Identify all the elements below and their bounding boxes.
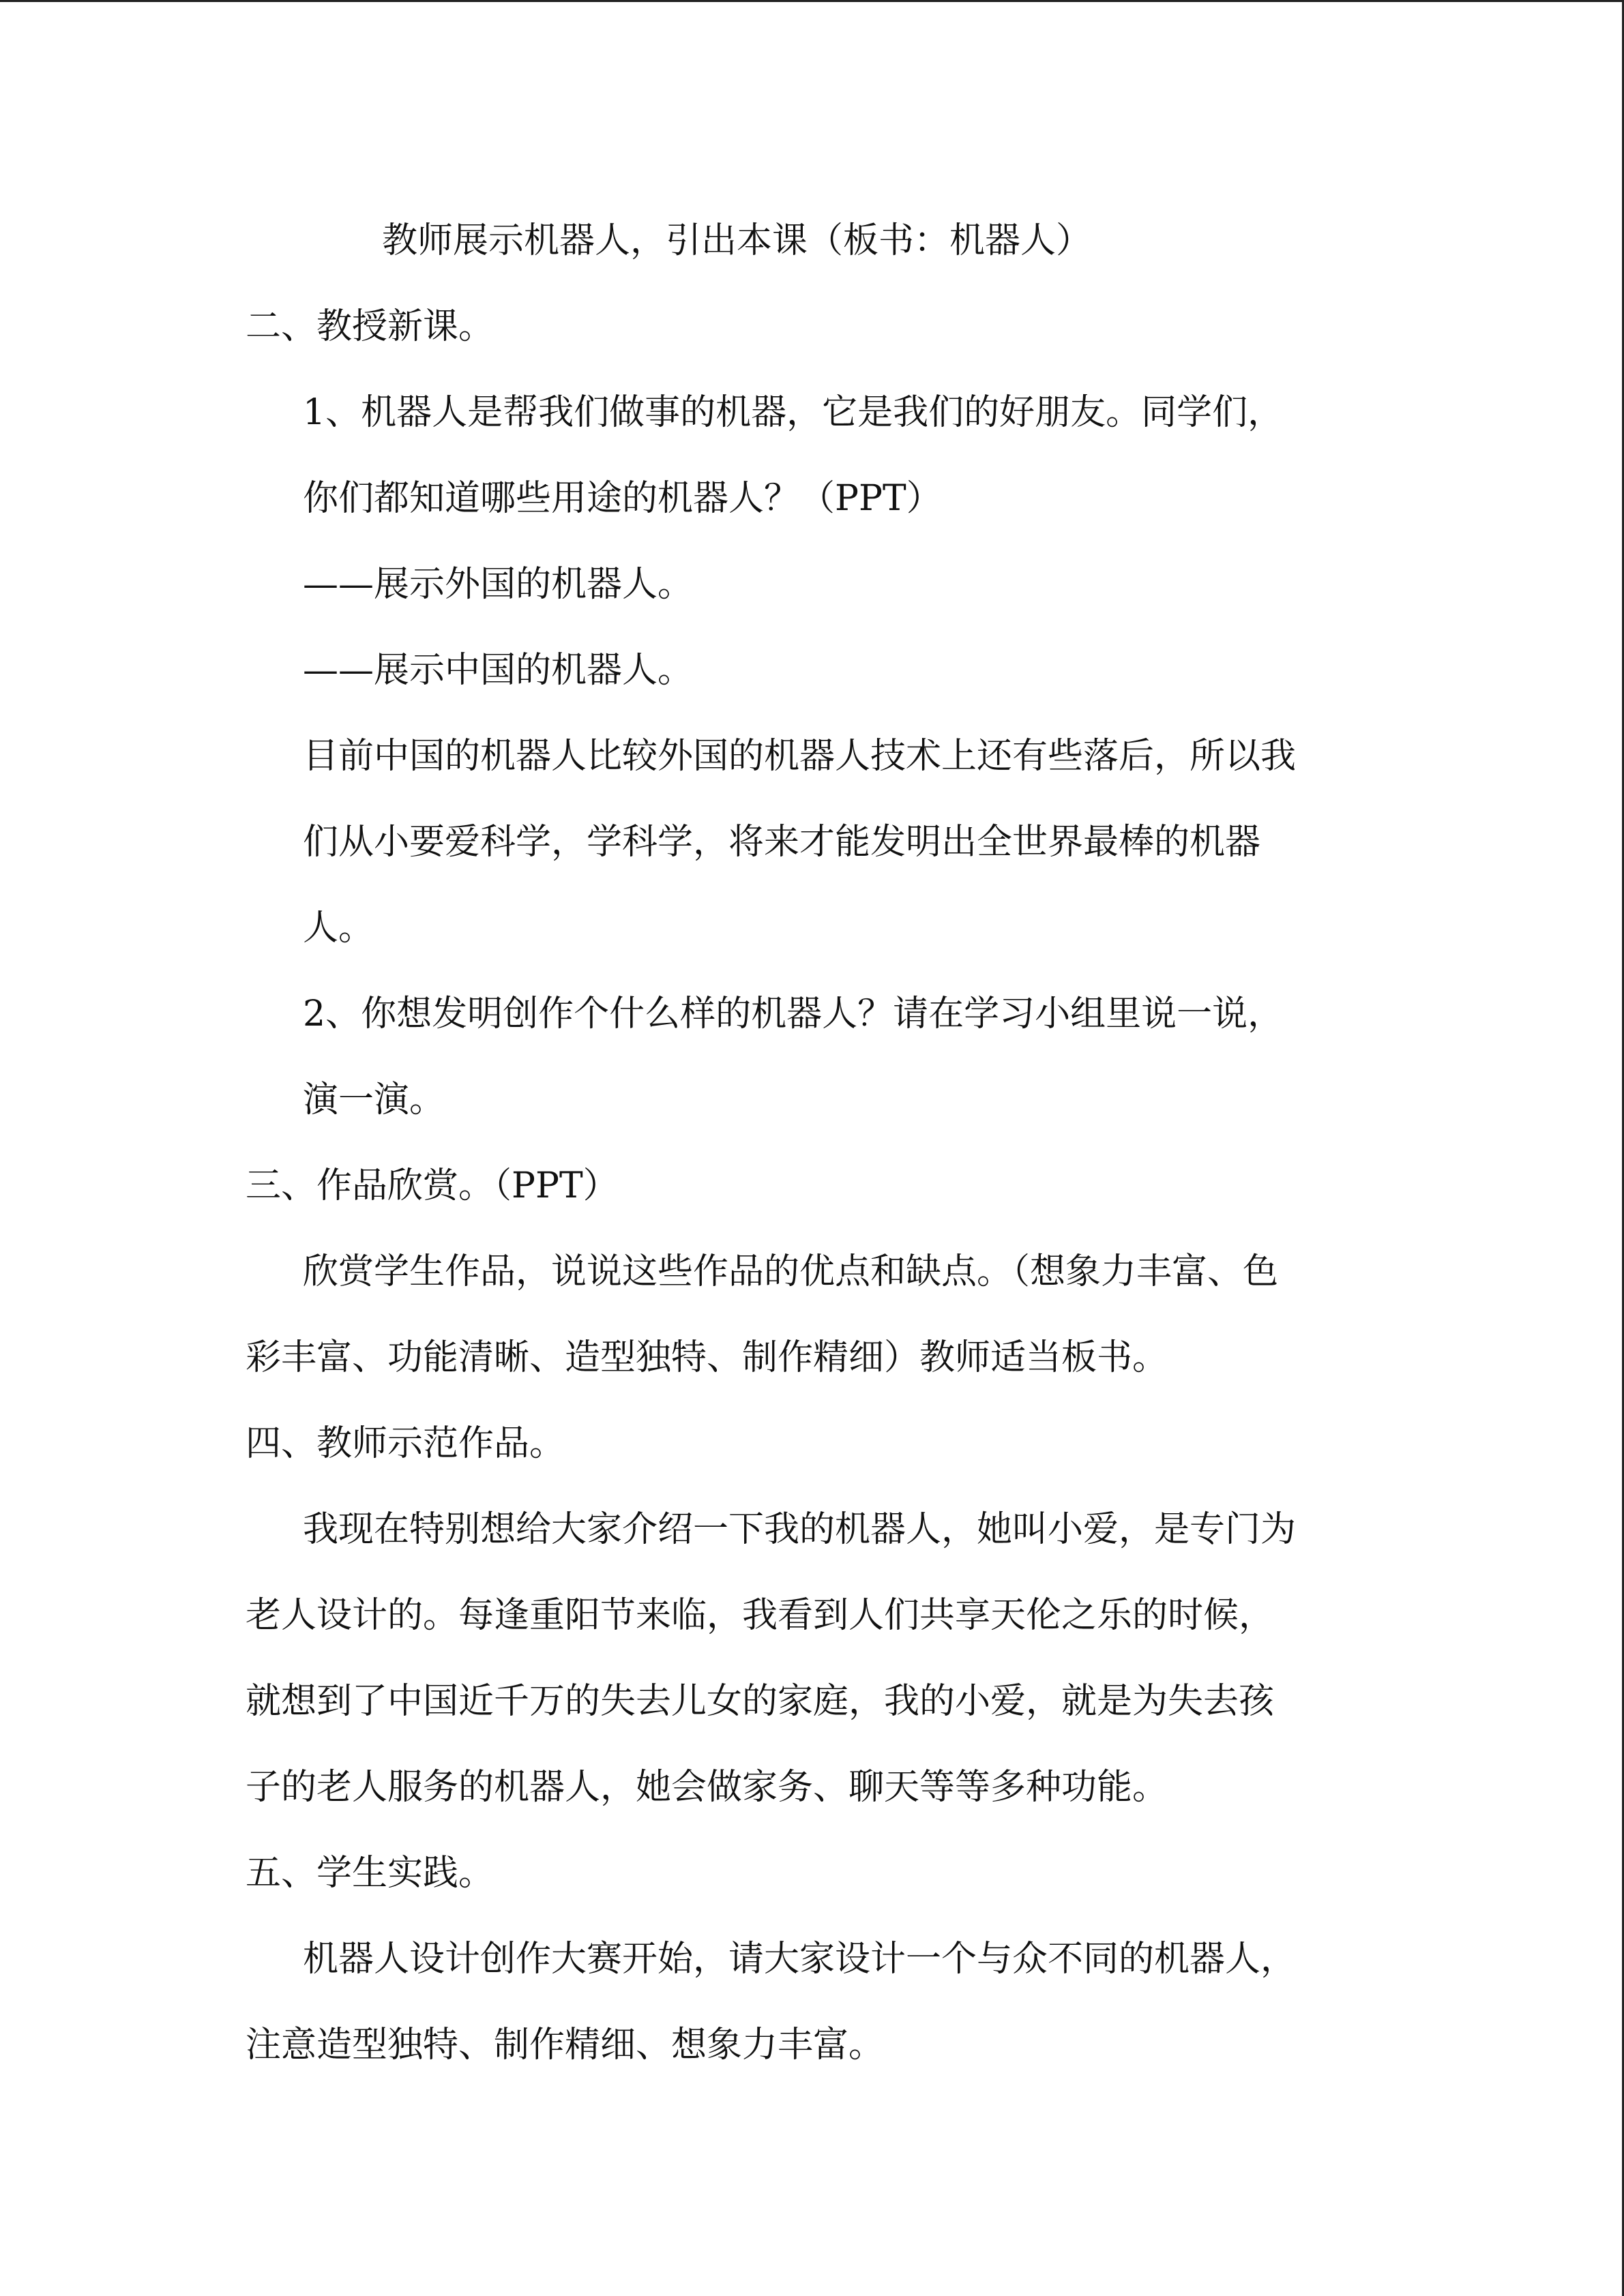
paragraph-line: 注意造型独特、制作精细、想象力丰富。 [246,2025,885,2066]
section-heading-4: 四、教师示范作品。 [246,1423,565,1464]
paragraph-line: 子的老人服务的机器人，她会做家务、聊天等等多种功能。 [246,1767,1168,1808]
paragraph-line: 目前中国的机器人比较外国的机器人技术上还有些落后，所以我 [303,736,1297,777]
paragraph-line: 老人设计的。每逢重阳节来临，我看到人们共享天伦之乐的时候， [246,1595,1275,1636]
paragraph-line: ——展示中国的机器人。 [303,650,694,691]
paragraph-line: 就想到了中国近千万的失去儿女的家庭，我的小爱，就是为失去孩 [246,1681,1275,1722]
section-heading-3: 三、作品欣赏。（PPT） [246,1165,619,1206]
paragraph-line: 我现在特别想给大家介绍一下我的机器人，她叫小爱，是专门为 [303,1509,1297,1550]
paragraph-line: 你们都知道哪些用途的机器人？（PPT） [303,478,942,519]
paragraph-line: 演一演。 [303,1079,445,1120]
paragraph-line: 机器人设计创作大赛开始，请大家设计一个与众不同的机器人， [303,1939,1297,1980]
paragraph-line: 欣赏学生作品，说说这些作品的优点和缺点。（想象力丰富、色 [303,1251,1279,1292]
section-heading-5: 五、学生实践。 [246,1853,494,1894]
paragraph-line: 1、机器人是帮我们做事的机器，它是我们的好朋友。同学们， [303,392,1284,433]
paragraph-line: ——展示外国的机器人。 [303,564,694,605]
paragraph-line: 人。 [303,908,374,949]
paragraph-line: 彩丰富、功能清晰、造型独特、制作精细）教师适当板书。 [246,1337,1168,1378]
intro-line: 教师展示机器人，引出本课（板书：机器人） [382,220,1092,261]
section-heading-2: 二、教授新课。 [246,306,494,347]
paragraph-line: 们从小要爱科学，学科学，将来才能发明出全世界最棒的机器 [303,822,1261,863]
paragraph-line: 2、你想发明创作个什么样的机器人？请在学习小组里说一说， [303,994,1284,1034]
